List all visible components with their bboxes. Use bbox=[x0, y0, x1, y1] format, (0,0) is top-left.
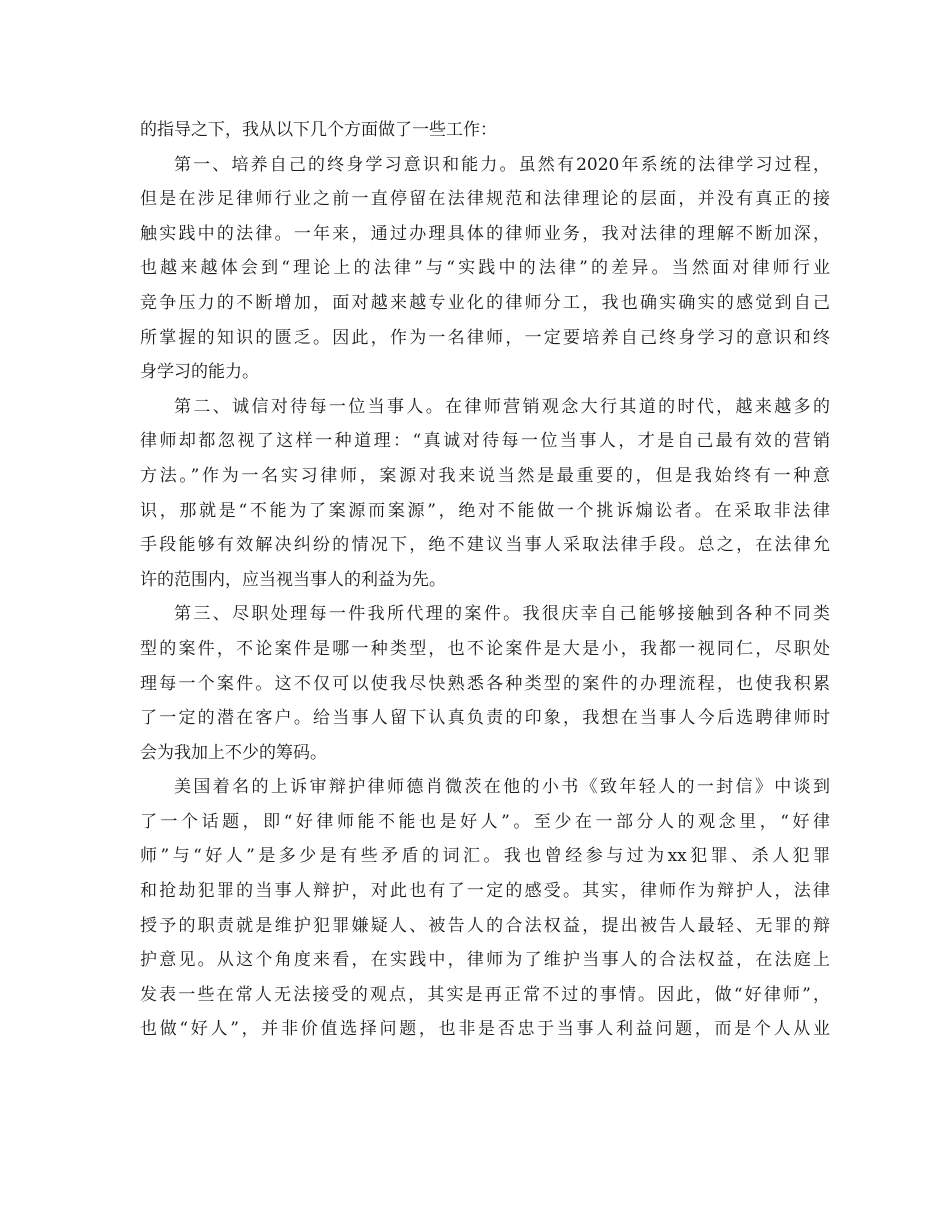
text-line: 美国着名的上诉审辩护律师德肖微茨在他的小书《致年轻人的一封信》中谈到 bbox=[174, 777, 830, 798]
text-line: 律师却都忽视了这样一种道理：“真诚对待每一位当事人，才是自己最有效的营销 bbox=[140, 431, 830, 452]
text-line: 理每一个案件。这不仅可以使我尽快熟悉各种类型的案件的办理流程，也使我积累 bbox=[140, 673, 830, 694]
text-line: 授予的职责就是维护犯罪嫌疑人、被告人的合法权益，提出被告人最轻、无罪的辩 bbox=[140, 915, 830, 936]
text-line: 识，那就是“不能为了案源而案源”，绝对不能做一个挑诉煽讼者。在采取非法律 bbox=[140, 500, 830, 521]
text-line: 也越来越体会到“理论上的法律”与“实践中的法律”的差异。当然面对律师行业 bbox=[140, 258, 830, 279]
text-line: 触实践中的法律。一年来，通过办理具体的律师业务，我对法律的理解不断加深， bbox=[140, 223, 830, 244]
text-line: 手段能够有效解决纠纷的情况下，绝不建议当事人采取法律手段。总之，在法律允 bbox=[140, 535, 830, 556]
text-line: 了一定的潜在客户。给当事人留下认真负责的印象，我想在当事人今后选聘律师时 bbox=[140, 708, 830, 729]
text-line: 会为我加上不少的筹码。 bbox=[140, 742, 327, 763]
text-line: 也做“好人”，并非价值选择问题，也非是否忠于当事人利益问题，而是个人从业 bbox=[140, 1019, 830, 1040]
text-line: 竞争压力的不断增加，面对越来越专业化的律师分工，我也确实确实的感觉到自己 bbox=[140, 292, 830, 313]
text-line: 发表一些在常人无法接受的观点，其实是再正常不过的事情。因此，做“好律师”， bbox=[140, 984, 830, 1005]
text-line: 第一、培养自己的终身学习意识和能力。虽然有2020年系统的法律学习过程， bbox=[174, 154, 830, 175]
text-line: 和抢劫犯罪的当事人辩护，对此也有了一定的感受。其实，律师作为辩护人，法律 bbox=[140, 881, 830, 902]
text-line: 所掌握的知识的匮乏。因此，作为一名律师，一定要培养自己终身学习的意识和终 bbox=[140, 327, 830, 348]
text-line: 师”与“好人”是多少是有些矛盾的词汇。我也曾经参与过为xx犯罪、杀人犯罪 bbox=[140, 846, 830, 867]
text-line: 了一个话题，即“好律师能不能也是好人”。至少在一部分人的观念里，“好律 bbox=[140, 811, 830, 832]
text-line: 第二、诚信对待每一位当事人。在律师营销观念大行其道的时代，越来越多的 bbox=[174, 396, 830, 417]
text-line: 型的案件，不论案件是哪一种类型，也不论案件是大是小，我都一视同仁，尽职处 bbox=[140, 638, 830, 659]
text-line: 许的范围内，应当视当事人的利益为先。 bbox=[140, 569, 446, 590]
text-line: 的指导之下，我从以下几个方面做了一些工作： bbox=[140, 120, 497, 140]
text-line: 方法。”作为一名实习律师，案源对我来说当然是最重要的，但是我始终有一种意 bbox=[140, 465, 830, 486]
text-line: 但是在涉足律师行业之前一直停留在法律规范和法律理论的层面，并没有真正的接 bbox=[140, 189, 830, 210]
text-line: 第三、尽职处理每一件我所代理的案件。我很庆幸自己能够接触到各种不同类 bbox=[174, 604, 830, 625]
text-line: 身学习的能力。 bbox=[140, 362, 259, 383]
document-body bbox=[140, 113, 830, 1047]
text-line: 护意见。从这个角度来看，在实践中，律师为了维护当事人的合法权益，在法庭上 bbox=[140, 950, 830, 971]
